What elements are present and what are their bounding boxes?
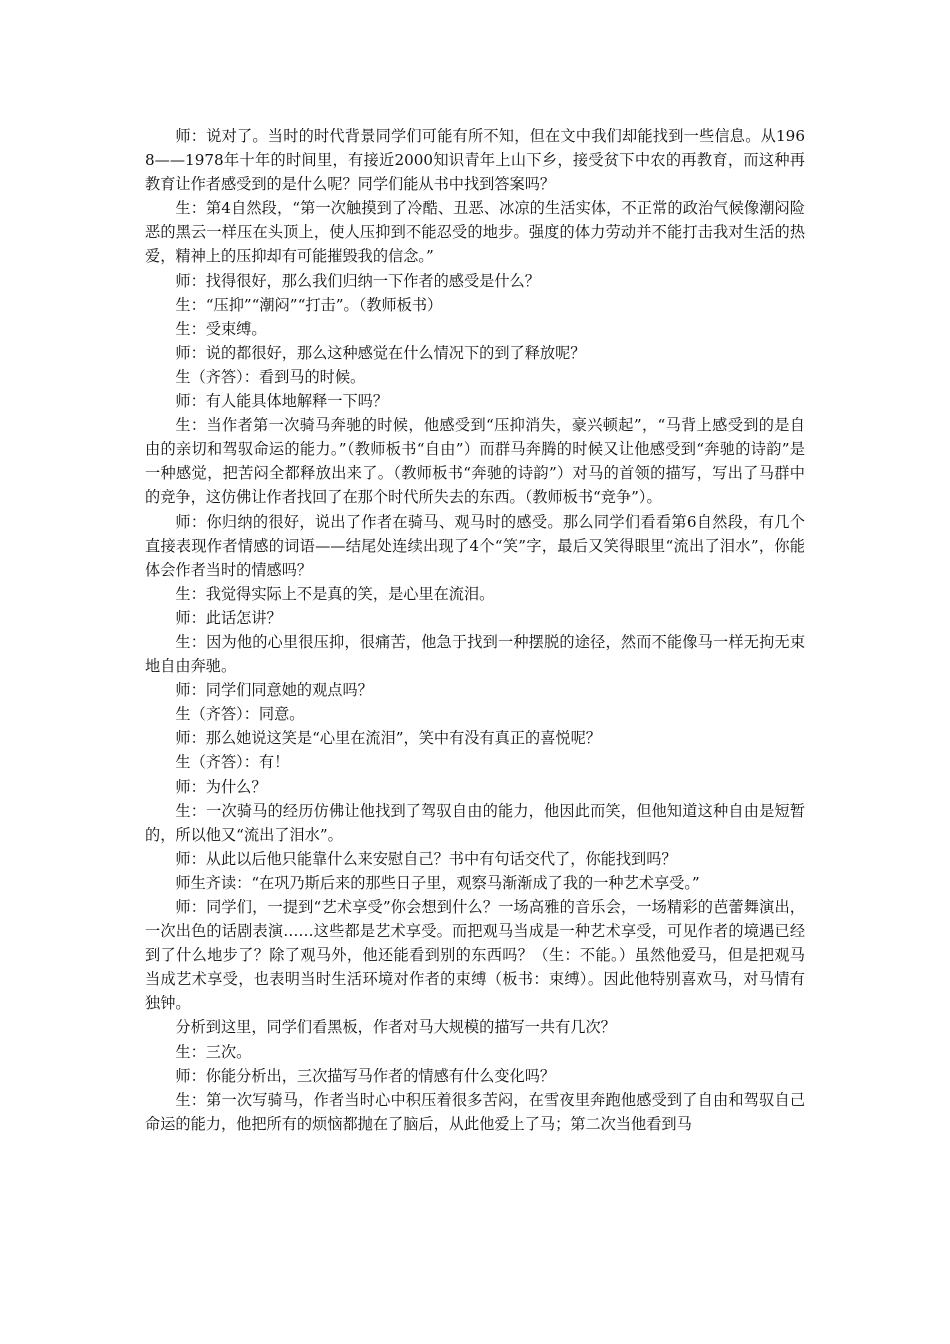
paragraph: 师：同学们同意她的观点吗？ — [175, 681, 373, 700]
paragraph: 生：我觉得实际上不是真的笑，是心里在流泪。 — [175, 584, 495, 603]
paragraph: 生（齐答）：看到马的时候。 — [175, 367, 366, 386]
paragraph: 师：找得很好，那么我们归纳一下作者的感受是什么？ — [175, 271, 540, 290]
paragraph: 师：说对了。当时的时代背景同学们可能有所不知，但在文中我们却能找到一些信息。从1968——1978年十年的时间里，有接近2000知识青年上山下乡，接受贫下中农的再教育，而这种再教育让作者感受到的是什么呢？同学们能从书中找到答案吗？ — [145, 127, 805, 194]
paragraph: 师：为什么？ — [175, 777, 267, 796]
paragraph: 师：说的都很好，那么这种感觉在什么情况下的到了释放呢？ — [175, 343, 586, 362]
document-body — [145, 124, 805, 1136]
paragraph: 师：同学们，一提到“艺术享受”你会想到什么？一场高雅的音乐会，一场精彩的芭蕾舞演出，一次出色的话剧表演……这些都是艺术享受。而把观马当成是一种艺术享受，可见作者的境遇已经到了什么地步了？除了观马外，他还能看到别的东西吗？（生：不能。）虽然他爱马，但是把观马当成艺术享受，也表明当时生活环境对作者的束缚（板书：束缚）。因此他特别喜欢马，对马情有独钟。 — [145, 898, 805, 1013]
paragraph: 生：三次。 — [175, 1042, 252, 1061]
paragraph: 生：当作者第一次骑马奔驰的时候，他感受到“压抑消失，豪兴顿起”，“马背上感受到的是自由的亲切和驾驭命运的能力。”（教师板书“自由”）而群马奔腾的时候又让他感受到“奔驰的诗韵”是一种感觉，把苦闷全都释放出来了。（教师板书“奔驰的诗韵”）对马的首领的描写，写出了马群中的竞争，这仿佛让作者找回了在那个时代所失去的东西。（教师板书“竞争”）。 — [145, 416, 805, 507]
paragraph: 师：从此以后他只能靠什么来安慰自己？书中有句话交代了，你能找到吗？ — [175, 849, 677, 868]
paragraph: 生：因为他的心里很压抑，很痛苦，他急于找到一种摆脱的途径，然而不能像马一样无拘无束地自由奔驰。 — [145, 632, 805, 676]
paragraph: 分析到这里，同学们看黑板，作者对马大规模的描写一共有几次？ — [175, 1018, 616, 1037]
paragraph: 师：你能分析出，三次描写马作者的情感有什么变化吗？ — [175, 1066, 556, 1085]
paragraph: 生：“压抑”“潮闷”“打击”。（教师板书） — [175, 295, 443, 314]
paragraph: 生（齐答）：同意。 — [175, 705, 305, 724]
paragraph: 师：有人能具体地解释一下吗？ — [175, 392, 389, 411]
paragraph: 生：一次骑马的经历仿佛让他找到了驾驭自由的能力，他因此而笑，但他知道这种自由是短暂的，所以他又“流出了泪水”。 — [145, 801, 805, 844]
paragraph: 生：受束缚。 — [175, 319, 267, 338]
paragraph: 师：此话怎讲？ — [175, 608, 282, 627]
paragraph: 师：你归纳的很好，说出了作者在骑马、观马时的感受。那么同学们看看第6自然段，有几个直接表现作者情感的词语——结尾处连续出现了4个“笑”字，最后又笑得眼里“流出了泪水”，你能体会作者当时的情感吗？ — [145, 512, 805, 579]
paragraph: 生（齐答）：有！ — [175, 753, 290, 772]
paragraph: 生：第4自然段，“第一次触摸到了冷酷、丑恶、冰凉的生活实体，不正常的政治气候像潮闷险恶的黑云一样压在头顶上，使人压抑到不能忍受的地步。强度的体力劳动并不能打击我对生活的热爱，精神上的压抑却有可能摧毁我的信念。” — [145, 199, 805, 266]
paragraph: 师生齐读：“在巩乃斯后来的那些日子里，观察马渐渐成了我的一种艺术享受。” — [175, 873, 700, 892]
paragraph: 生：第一次写骑马，作者当时心中积压着很多苦闷，在雪夜里奔跑他感受到了自由和驾驭自己命运的能力，他把所有的烦恼都抛在了脑后，从此他爱上了马；第二次当他看到马 — [145, 1090, 805, 1133]
paragraph: 师：那么她说这笑是“心里在流泪”，笑中有没有真正的喜悦呢？ — [175, 729, 601, 748]
